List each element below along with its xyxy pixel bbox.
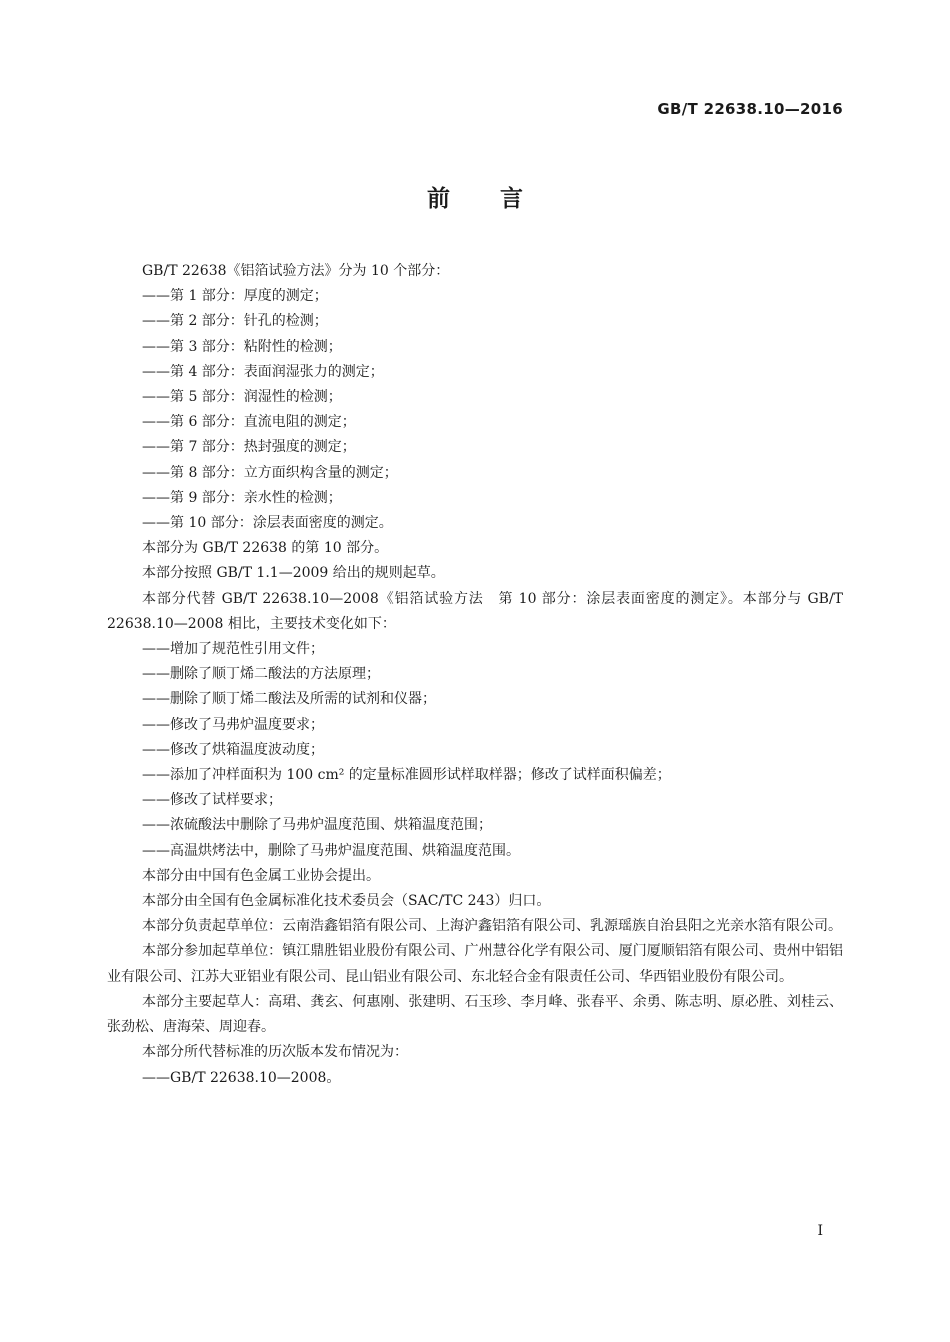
foreword-body — [107, 259, 843, 1091]
list-item: ——第 3 部分：粘附性的检测； — [142, 338, 342, 355]
paragraph: 本部分为 GB/T 22638 的第 10 部分。 — [142, 540, 389, 557]
list-item: ——GB/T 22638.10—2008。 — [142, 1069, 341, 1086]
list-item: ——增加了规范性引用文件； — [142, 641, 324, 658]
list-item: ——第 9 部分：亲水性的检测； — [142, 489, 342, 506]
list-item: ——修改了烘箱温度波动度； — [142, 741, 324, 758]
list-item: ——添加了冲样面积为 100 cm² 的定量标准圆形试样取样器；修改了试样面积偏差； — [142, 767, 671, 784]
list-item: ——第 6 部分：直流电阻的测定； — [142, 414, 356, 431]
paragraph: 本部分由全国有色金属标准化技术委员会（SAC/TC 243）归口。 — [142, 893, 551, 910]
list-item: ——修改了马弗炉温度要求； — [142, 716, 324, 733]
list-item: ——第 2 部分：针孔的检测； — [142, 313, 328, 330]
paragraph: 本部分代替 GB/T 22638.10—2008《铝箔试验方法 第 10 部分：涂层表面密度的测定》。本部分与 GB/T 22638.10—2008 相比，主要技术变化如下： — [107, 590, 843, 632]
page-title: 前言 — [427, 186, 573, 212]
paragraph: 本部分所代替标准的历次版本发布情况为： — [142, 1044, 408, 1061]
list-item: ——删除了顺丁烯二酸法的方法原理； — [142, 666, 380, 683]
list-item: ——第 1 部分：厚度的测定； — [142, 288, 328, 305]
list-item: ——第 10 部分：涂层表面密度的测定。 — [142, 515, 393, 532]
paragraph: 本部分由中国有色金属工业协会提出。 — [142, 867, 380, 884]
list-item: ——第 4 部分：表面润湿张力的测定； — [142, 363, 384, 380]
paragraph: 本部分主要起草人：高珺、龚玄、何惠刚、张建明、石玉珍、李月峰、张春平、余勇、陈志明、原必胜、刘桂云、张劲松、唐海荣、周迎春。 — [107, 993, 843, 1036]
paragraph: GB/T 22638《铝箔试验方法》分为 10 个部分： — [142, 263, 450, 279]
paragraph: 本部分参加起草单位：镇江鼎胜铝业股份有限公司、广州慧谷化学有限公司、厦门厦顺铝箔有限公司、贵州中铝铝业有限公司、江苏大亚铝业有限公司、昆山铝业有限公司、东北轻合金有限责任公司、华西铝业股份有限公司。 — [107, 943, 843, 985]
paragraph: 本部分负责起草单位：云南浩鑫铝箔有限公司、上海沪鑫铝箔有限公司、乳源瑶族自治县阳之光亲水箔有限公司。 — [142, 918, 842, 935]
list-item: ——高温烘烤法中，删除了马弗炉温度范围、烘箱温度范围。 — [142, 842, 520, 859]
list-item: ——删除了顺丁烯二酸法及所需的试剂和仪器； — [142, 691, 436, 708]
paragraph: 本部分按照 GB/T 1.1—2009 给出的规则起草。 — [142, 565, 445, 582]
standard-code: GB/T 22638.10—2016 — [657, 100, 843, 118]
list-item: ——第 8 部分：立方面织构含量的测定； — [142, 464, 398, 481]
list-item: ——浓硫酸法中删除了马弗炉温度范围、烘箱温度范围； — [142, 817, 492, 834]
list-item: ——修改了试样要求； — [142, 792, 282, 809]
list-item: ——第 7 部分：热封强度的测定； — [142, 439, 356, 456]
list-item: ——第 5 部分：润湿性的检测； — [142, 389, 342, 406]
page-number: I — [817, 1223, 823, 1239]
